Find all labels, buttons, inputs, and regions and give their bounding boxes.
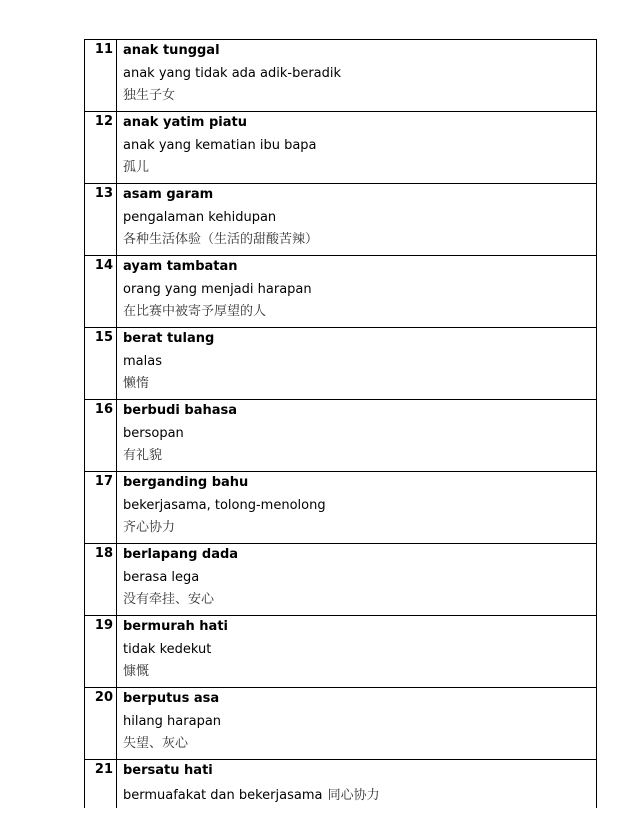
entry-content <box>117 400 597 472</box>
table-row <box>85 688 597 760</box>
idiom-term: anak tunggal <box>123 43 220 58</box>
entry-number: 20 <box>85 688 117 760</box>
entry-content <box>117 184 597 256</box>
idiom-meaning-line <box>123 786 596 809</box>
idiom-meaning: berasa lega <box>123 569 200 585</box>
idiom-term: berganding bahu <box>123 475 249 490</box>
idiom-term: berlapang dada <box>123 547 239 562</box>
entry-content <box>117 544 597 616</box>
entry-number: 13 <box>85 184 117 256</box>
entry-number: 12 <box>85 112 117 184</box>
table-row <box>85 544 597 616</box>
idiom-chinese: 有礼貌 <box>123 448 163 463</box>
table-row <box>85 40 597 112</box>
entry-content <box>117 328 597 400</box>
entry-number: 16 <box>85 400 117 472</box>
idiom-chinese: 在比赛中被寄予厚望的人 <box>123 304 267 319</box>
table-row <box>85 328 597 400</box>
table-row <box>85 760 597 809</box>
idiom-meaning: bermuafakat dan bekerjasama <box>123 787 323 803</box>
entry-number: 19 <box>85 616 117 688</box>
idiom-term: berputus asa <box>123 691 220 706</box>
entry-number: 15 <box>85 328 117 400</box>
entry-content <box>117 760 597 809</box>
idiom-meaning: bersopan <box>123 425 184 441</box>
idiom-meaning: pengalaman kehidupan <box>123 209 277 225</box>
entry-content <box>117 688 597 760</box>
idiom-term: berat tulang <box>123 331 215 346</box>
table-row <box>85 400 597 472</box>
idiom-meaning: anak yang kematian ibu bapa <box>123 137 317 153</box>
idiom-chinese: 独生子女 <box>123 88 176 103</box>
idiom-meaning: malas <box>123 353 162 369</box>
idiom-meaning: orang yang menjadi harapan <box>123 281 312 297</box>
table-row <box>85 472 597 544</box>
table-row <box>85 112 597 184</box>
idiom-meaning: hilang harapan <box>123 713 222 729</box>
entry-content <box>117 40 597 112</box>
entry-content <box>117 256 597 328</box>
idiom-chinese: 齐心协力 <box>123 520 176 535</box>
idiom-table-body <box>85 40 597 809</box>
table-row <box>85 184 597 256</box>
idiom-chinese: 慷慨 <box>123 664 150 679</box>
entry-content <box>117 112 597 184</box>
idiom-chinese: 同心协力 <box>327 787 380 803</box>
entry-content <box>117 616 597 688</box>
idiom-chinese: 失望、灰心 <box>123 736 189 751</box>
table-row <box>85 616 597 688</box>
idiom-meaning: anak yang tidak ada adik-beradik <box>123 65 342 81</box>
idiom-chinese: 没有牵挂、安心 <box>123 592 215 607</box>
idiom-term: asam garam <box>123 187 214 202</box>
entry-number: 21 <box>85 760 117 809</box>
idiom-term: anak yatim piatu <box>123 115 247 130</box>
idiom-meaning: tidak kedekut <box>123 641 212 657</box>
idiom-chinese: 懒惰 <box>123 376 150 391</box>
idiom-term: berbudi bahasa <box>123 403 237 418</box>
entry-number: 14 <box>85 256 117 328</box>
idiom-chinese: 孤儿 <box>123 160 150 175</box>
idiom-table <box>84 39 597 808</box>
idiom-chinese: 各种生活体验（生活的甜酸苦辣） <box>123 232 319 247</box>
idiom-term: bersatu hati <box>123 763 213 778</box>
idiom-term: ayam tambatan <box>123 259 238 274</box>
entry-number: 11 <box>85 40 117 112</box>
idiom-meaning: bekerjasama, tolong-menolong <box>123 497 326 513</box>
entry-number: 18 <box>85 544 117 616</box>
table-row <box>85 256 597 328</box>
idiom-term: bermurah hati <box>123 619 228 634</box>
entry-number: 17 <box>85 472 117 544</box>
entry-content <box>117 472 597 544</box>
